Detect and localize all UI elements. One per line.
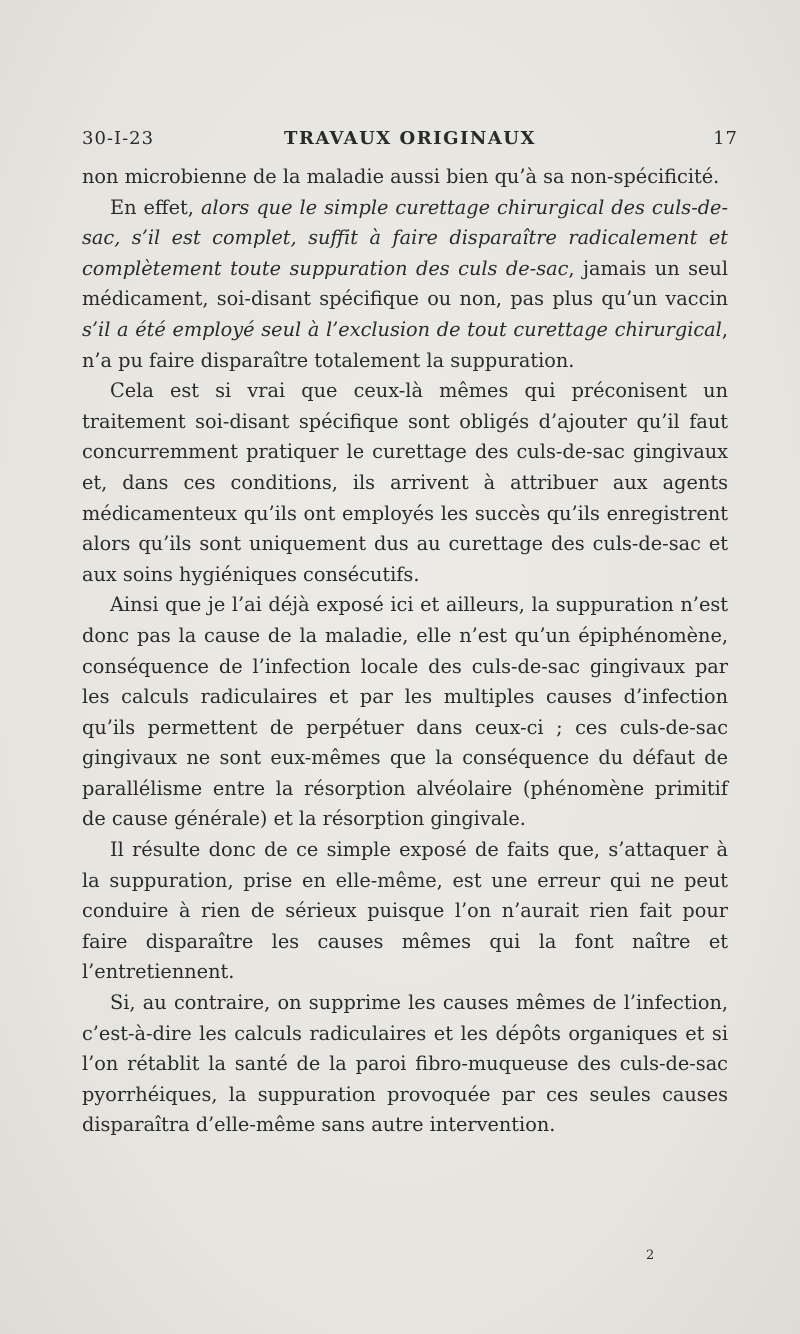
text-segment: , jamais un seul médicament, soi-disant spécifique ou non, pas plus qu’un vaccin — [82, 256, 728, 311]
text-segment: Cela est si vrai que ceux-là mêmes qui préconisent un traitement soi-disant spécifique sont obligés d’ajouter qu’il faut concurremment pratiquer le curettage des culs-de-sac gingivaux et, dans ces conditions, ils arrivent à attribuer aux agents médicamenteux qu’ils ont employés les succès qu’ils enregistrent alors qu’ils sont uniquement dus au curettage des culs-de-sac et aux soins hygiéniques consécutifs. — [82, 379, 728, 586]
paragraph-4 — [82, 590, 728, 835]
paragraph-3 — [82, 376, 728, 590]
text-segment: Ainsi que je l’ai déjà exposé ici et ailleurs, la suppuration n’est donc pas la cause de la maladie, elle n’est qu’un épiphénomène, conséquence de l’infection locale des culs-de-sac gingivaux par les calculs radiculaires et par les multiples causes d’infection qu’ils permettent de perpétuer dans ceux-ci ; ces culs-de-sac gingivaux ne sont eux-mêmes que la conséquence du défaut de parallélisme entre la résorption alvéolaire (phénomène primitif de cause générale) et la résorption gingivale. — [82, 593, 728, 831]
text-segment: Il résulte donc de ce simple exposé de faits que, s’attaquer à la suppuration, prise en elle-même, est une erreur qui ne peut conduire à rien de sérieux puisque l’on n’aurait rien fait pour faire disparaître les causes mêmes qui la font naître et l’entretiennent. — [82, 838, 728, 984]
paragraph-6 — [82, 988, 728, 1141]
body-text — [82, 162, 728, 1141]
paragraph-1 — [82, 162, 728, 193]
header-title: TRAVAUX ORIGINAUX — [284, 128, 536, 149]
text-segment: , n’a pu faire disparaître totalement la suppuration. — [82, 317, 728, 372]
italic-segment: alors que le simple curettage chirurgical des culs-de-sac, s’il est complet, suffit à faire disparaître radicalement et complètement toute suppuration des culs de-sac — [82, 195, 728, 280]
text-segment: En effet, — [110, 195, 201, 219]
page-number: 17 — [713, 128, 738, 149]
text-segment: Si, au contraire, on supprime les causes mêmes de l’infection, c’est-à-dire les calculs radiculaires et les dépôts organiques et si l’on rétablit la santé de la paroi fibro-muqueuse des culs-de-sac pyorrhéiques, la suppuration provoquée par ces seules causes disparaîtra d’elle-même sans autre intervention. — [82, 991, 728, 1137]
header-date: 30-I-23 — [82, 128, 155, 149]
signature-mark: 2 — [646, 1248, 655, 1263]
text-segment: non microbienne de la maladie aussi bien qu’à sa non-spécificité. — [82, 165, 720, 188]
italic-segment: s’il a été employé seul à l’exclusion de tout curettage chirurgical — [82, 317, 722, 341]
paragraph-5 — [82, 835, 728, 988]
running-header — [82, 128, 738, 158]
paragraph-2 — [82, 193, 728, 377]
